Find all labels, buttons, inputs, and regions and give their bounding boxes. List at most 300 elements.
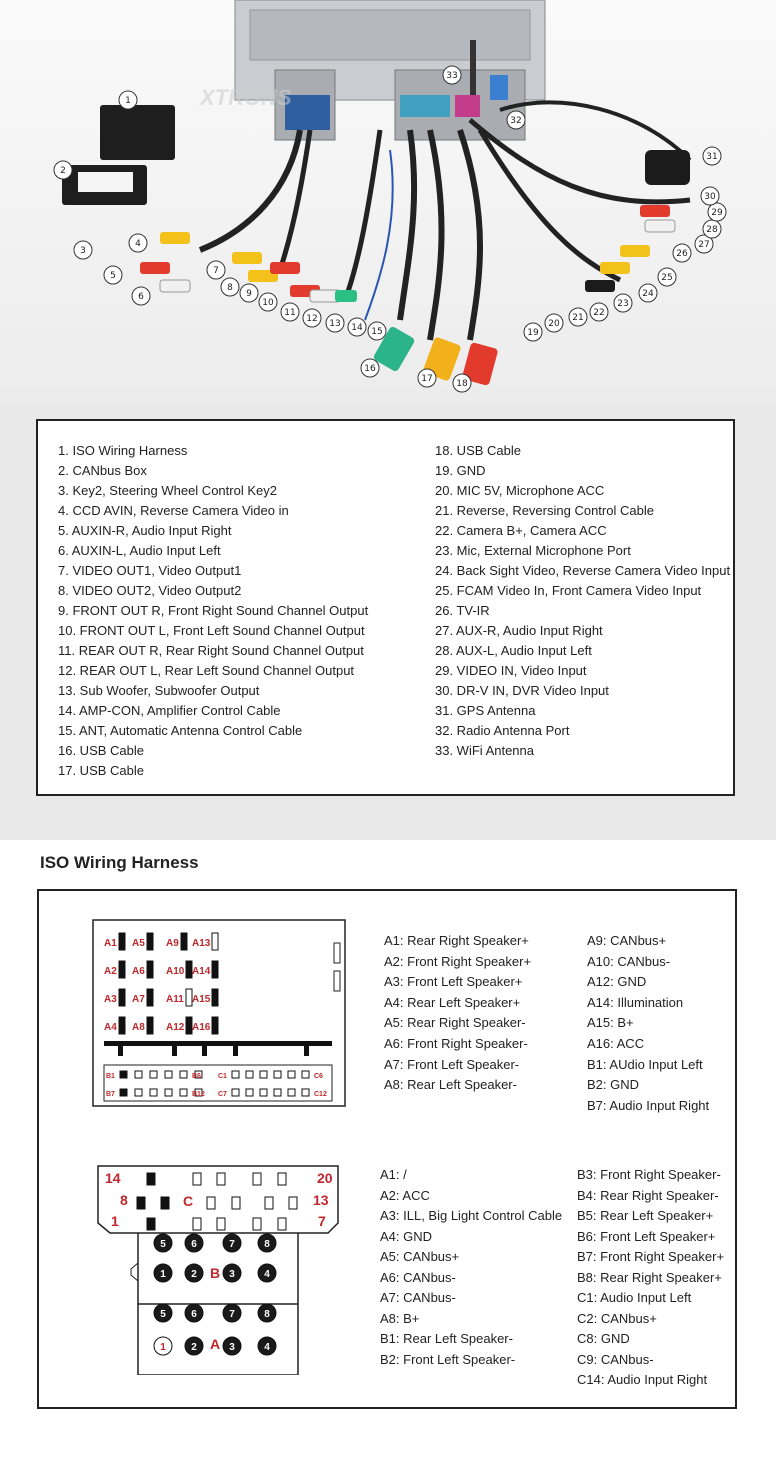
a-pin-label: A13 [192, 938, 211, 949]
b-pin-terminal [180, 1089, 187, 1096]
legend-item: 2. CANbus Box [58, 463, 147, 478]
c-pin-terminal [246, 1089, 253, 1096]
a-pin-label: A14 [192, 966, 211, 977]
wiring-illustration [0, 0, 776, 405]
a-pin-terminal [119, 961, 125, 978]
pin-desc: B2: GND [587, 1077, 640, 1093]
callout-number: 4 [135, 239, 141, 249]
callout-9 [240, 284, 258, 302]
round-pin [223, 1234, 241, 1252]
callout-11 [281, 303, 299, 321]
round-pin-number: 6 [191, 1309, 197, 1320]
chassis-panel [250, 10, 530, 60]
c-pin-terminal [253, 1173, 261, 1185]
pin-desc: A9: CANbus+ [587, 933, 667, 948]
legend-column-left [58, 441, 368, 781]
callout-14 [348, 318, 366, 336]
legend-item: 31. GPS Antenna [435, 703, 536, 718]
conn2-pin-list-left [380, 1165, 562, 1370]
callout-number: 2 [60, 166, 66, 176]
callout-number: 22 [593, 308, 605, 318]
callout-number: 13 [329, 319, 341, 329]
c-block-label: C [183, 1193, 194, 1209]
a-pin-terminal [147, 961, 153, 978]
callout-number: 31 [706, 152, 718, 162]
a-pin-label: A2 [104, 966, 117, 977]
pin-desc: A14: Illumination [587, 994, 684, 1010]
c-pin-label: 13 [313, 1192, 329, 1208]
round-pin-number: 3 [229, 1342, 235, 1353]
round-pin-number: 7 [229, 1239, 235, 1250]
a-pin-label: A1 [104, 938, 117, 949]
gps-antenna [645, 150, 690, 185]
latch-slot [334, 971, 340, 991]
c-pin-label: 14 [105, 1170, 121, 1186]
b-pin-terminal [150, 1089, 157, 1096]
legend-item: 27. AUX-R, Audio Input Right [435, 623, 603, 638]
legend-item: 25. FCAM Video In, Front Camera Video Input [435, 583, 702, 598]
legend-item: 5. AUXIN-R, Audio Input Right [58, 523, 232, 538]
pin-desc: B1: AUdio Input Left [587, 1056, 703, 1072]
pin-desc: B3: Front Right Speaker- [577, 1167, 721, 1182]
callout-number: 7 [213, 266, 219, 276]
a-pin-terminal [181, 933, 187, 950]
a-pin-terminal [212, 933, 218, 950]
legend-item: 16. USB Cable [58, 743, 144, 758]
callout-number: 25 [661, 273, 673, 283]
pin-desc: A1: Rear Right Speaker+ [384, 933, 529, 948]
legend-item: 32. Radio Antenna Port [435, 723, 570, 738]
callout-30 [701, 187, 719, 205]
a-pin-label: A15 [192, 994, 211, 1005]
c-pin-terminal [147, 1173, 155, 1185]
callout-13 [326, 314, 344, 332]
pin-desc: B7: Audio Input Right [587, 1097, 710, 1113]
c-pin-label: C6 [314, 1073, 323, 1080]
c-pin-label: 8 [120, 1192, 128, 1208]
legend-item: 19. GND [435, 463, 486, 478]
b-pin-label: B6 [192, 1073, 201, 1080]
wire-bundle [480, 130, 620, 280]
round-pin-number: 7 [229, 1309, 235, 1320]
round-pin [185, 1337, 203, 1355]
wire-bundle [365, 150, 393, 320]
divider-tick [233, 1045, 238, 1056]
round-pin [154, 1337, 172, 1355]
pin-desc: B2: Front Left Speaker- [380, 1351, 516, 1367]
divider-bar [104, 1041, 332, 1046]
b-pin-terminal [120, 1071, 127, 1078]
round-pin-number: 3 [229, 1269, 235, 1280]
round-pin [258, 1264, 276, 1282]
pin-desc: A8: Rear Left Speaker- [384, 1077, 517, 1093]
legend-item: 4. CCD AVIN, Reverse Camera Video in [58, 503, 289, 518]
pin-desc: B7: Front Right Speaker+ [577, 1249, 725, 1264]
canbus-label [78, 172, 133, 192]
legend-item: 12. REAR OUT L, Rear Left Sound Channel Output [58, 663, 355, 678]
a-pin-terminal [212, 961, 218, 978]
callout-7 [207, 261, 225, 279]
callout-number: 8 [227, 283, 233, 293]
b-pin-terminal [135, 1089, 142, 1096]
legend-item: 3. Key2, Steering Wheel Control Key2 [58, 483, 277, 498]
c-pin-terminal [217, 1218, 225, 1230]
c-pin-terminal [302, 1089, 309, 1096]
divider-tick [202, 1045, 207, 1056]
legend-item: 28. AUX-L, Audio Input Left [435, 643, 592, 658]
legend-item: 11. REAR OUT R, Rear Right Sound Channel Output [58, 643, 364, 658]
a-pin-label: A16 [192, 1022, 211, 1033]
pin-desc: B5: Rear Left Speaker+ [577, 1208, 714, 1223]
legend-item: 10. FRONT OUT L, Front Left Sound Channel Output [58, 623, 365, 638]
callout-number: 5 [110, 271, 116, 281]
wire-bundle [200, 130, 300, 250]
b-block-label: B [210, 1265, 221, 1281]
pin-desc: A16: ACC [587, 1035, 645, 1051]
c-pin-terminal [253, 1218, 261, 1230]
callout-number: 14 [351, 323, 363, 333]
callout-26 [673, 244, 691, 262]
c-pin-label: C1 [218, 1073, 227, 1080]
pin-desc: A6: Front Right Speaker- [384, 1035, 528, 1051]
c-pin-terminal [260, 1071, 267, 1078]
legend-item: 29. VIDEO IN, Video Input [435, 663, 587, 678]
c-pin-terminal [193, 1173, 201, 1185]
callout-3 [74, 241, 92, 259]
callout-number: 16 [364, 364, 376, 374]
divider-tick [118, 1045, 123, 1056]
rca-plug [335, 290, 357, 302]
a-pin-label: A8 [132, 1022, 145, 1033]
ab-block-notch [131, 1263, 138, 1281]
conn1-pin-list-left [384, 931, 531, 1096]
legend-item: 20. MIC 5V, Microphone ACC [435, 483, 605, 498]
callout-number: 3 [80, 246, 86, 256]
callout-number: 27 [698, 240, 710, 250]
c-pin-terminal [274, 1089, 281, 1096]
a-pin-terminal [147, 989, 153, 1006]
callout-4 [129, 234, 147, 252]
callout-5 [104, 266, 122, 284]
round-pin [223, 1264, 241, 1282]
round-pin-number: 1 [160, 1269, 166, 1280]
c-pin-terminal [207, 1197, 215, 1209]
legend-box [36, 419, 735, 796]
rca-plug [160, 280, 190, 292]
legend-column-right [435, 441, 730, 761]
callout-8 [221, 278, 239, 296]
callout-number: 28 [706, 225, 718, 235]
rca-plug [232, 252, 262, 264]
c-pin-terminal [265, 1197, 273, 1209]
callout-17 [418, 369, 436, 387]
pin-desc: B4: Rear Right Speaker- [577, 1187, 719, 1203]
iso-section-title: ISO Wiring Harness [40, 853, 199, 872]
b-pin-terminal [150, 1071, 157, 1078]
callout-10 [259, 293, 277, 311]
a-pin-label: A11 [166, 994, 184, 1005]
round-pin [185, 1264, 203, 1282]
c-pin-terminal [193, 1218, 201, 1230]
pin-desc: A1: / [380, 1167, 407, 1182]
legend-item: 13. Sub Woofer, Subwoofer Output [58, 683, 260, 698]
legend-item: 17. USB Cable [58, 763, 144, 778]
round-pin-number: 8 [264, 1309, 270, 1320]
watermark-text: XTRONS [200, 85, 292, 110]
iso-connector-1 [92, 919, 348, 1109]
b-pin-label: B7 [106, 1091, 115, 1098]
c-pin-terminal [217, 1173, 225, 1185]
b-pin-terminal [165, 1089, 172, 1096]
callout-number: 17 [421, 374, 433, 384]
b-pin-terminal [135, 1071, 142, 1078]
callout-21 [569, 308, 587, 326]
rca-plug [140, 262, 170, 274]
c-pin-terminal [274, 1071, 281, 1078]
divider-tick [172, 1045, 177, 1056]
a-pin-label: A7 [132, 994, 145, 1005]
pin-desc: C9: CANbus- [577, 1351, 654, 1367]
latch-slot [334, 943, 340, 963]
pin-desc: B1: Rear Left Speaker- [380, 1331, 513, 1346]
usb-socket [400, 95, 450, 117]
pin-desc: A2: ACC [380, 1187, 430, 1203]
callout-number: 1 [125, 96, 131, 106]
c-pin-terminal [232, 1089, 239, 1096]
a-pin-label: A4 [104, 1022, 117, 1033]
callout-24 [639, 284, 657, 302]
wifi-antenna-stub [470, 40, 476, 95]
callout-number: 12 [306, 314, 318, 324]
legend-item: 14. AMP-CON, Amplifier Control Cable [58, 703, 281, 718]
b-pin-terminal [120, 1089, 127, 1096]
pin-desc: A3: ILL, Big Light Control Cable [380, 1208, 563, 1223]
b-pin-terminal [180, 1071, 187, 1078]
c-pin-label: 7 [318, 1213, 326, 1229]
fakra-socket [455, 95, 480, 117]
rca-plug [600, 262, 630, 274]
conn1-pin-list-right [587, 931, 709, 1116]
callout-23 [614, 294, 632, 312]
a-pin-label: A10 [166, 966, 185, 977]
wire-bundle [400, 130, 414, 320]
pin-desc: B8: Rear Right Speaker+ [577, 1269, 722, 1285]
legend-item: 24. Back Sight Video, Reverse Camera Video Input [435, 563, 731, 578]
legend-item: 33. WiFi Antenna [435, 743, 534, 758]
a-pin-terminal [119, 933, 125, 950]
c-pin-label: 20 [317, 1170, 333, 1186]
c-pin-label: C12 [314, 1091, 327, 1098]
c-pin-terminal [137, 1197, 145, 1209]
iso-diagram-box [37, 889, 737, 1409]
round-pin-number: 2 [191, 1269, 197, 1280]
round-pin-number: 4 [264, 1342, 270, 1353]
round-pin-number: 5 [160, 1309, 166, 1320]
iso-plug-block [100, 105, 175, 160]
legend-item: 26. TV-IR [435, 603, 490, 618]
rca-plug [645, 220, 675, 232]
legend-item: 30. DR-V IN, DVR Video Input [435, 683, 609, 698]
iso-connector-2 [95, 1163, 345, 1375]
round-pin-number: 5 [160, 1239, 166, 1250]
conn2-pin-list-right [577, 1165, 724, 1391]
callout-number: 32 [510, 116, 522, 126]
callout-15 [368, 322, 386, 340]
callout-number: 30 [704, 192, 716, 202]
c-pin-label: 1 [111, 1213, 119, 1229]
callout-25 [658, 268, 676, 286]
pin-desc: A15: B+ [587, 1015, 634, 1031]
callout-number: 21 [572, 313, 584, 323]
pin-desc: C1: Audio Input Left [577, 1290, 692, 1305]
c-pin-terminal [246, 1071, 253, 1078]
pin-desc: A2: Front Right Speaker+ [384, 953, 532, 969]
pin-desc: C8: GND [577, 1331, 630, 1346]
pin-desc: A8: B+ [380, 1310, 420, 1326]
b-pin-label: B1 [106, 1073, 115, 1080]
callout-number: 23 [617, 299, 629, 309]
a-pin-terminal [212, 1017, 218, 1034]
round-pin [223, 1337, 241, 1355]
pin-desc: A3: Front Left Speaker+ [384, 974, 523, 990]
radio-antenna-socket [490, 75, 508, 100]
pin-desc: A7: CANbus- [380, 1290, 456, 1305]
rca-plug [585, 280, 615, 292]
round-pin [154, 1304, 172, 1322]
callout-2 [54, 161, 72, 179]
pin-desc: C2: CANbus+ [577, 1310, 657, 1326]
round-pin-number: 8 [264, 1239, 270, 1250]
callout-31 [703, 147, 721, 165]
round-pin [185, 1304, 203, 1322]
c-pin-terminal [278, 1173, 286, 1185]
wire-bundle [430, 130, 442, 340]
c-pin-terminal [232, 1071, 239, 1078]
rca-plug [640, 205, 670, 217]
a-pin-label: A9 [166, 938, 179, 949]
c-pin-terminal [232, 1197, 240, 1209]
a-pin-terminal [119, 1017, 125, 1034]
legend-item: 15. ANT, Automatic Antenna Control Cable [58, 723, 303, 738]
a-pin-terminal [119, 989, 125, 1006]
legend-item: 6. AUXIN-L, Audio Input Left [58, 543, 221, 558]
divider-tick [304, 1045, 309, 1056]
a-pin-label: A6 [132, 966, 145, 977]
rca-plug [620, 245, 650, 257]
pin-desc: A4: GND [380, 1228, 433, 1244]
legend-item: 22. Camera B+, Camera ACC [435, 523, 607, 538]
callout-number: 19 [527, 328, 539, 338]
pin-desc: A7: Front Left Speaker- [384, 1056, 520, 1072]
round-pin [223, 1304, 241, 1322]
legend-item: 21. Reverse, Reversing Control Cable [435, 503, 654, 518]
callout-number: 9 [246, 289, 252, 299]
legend-item: 18. USB Cable [435, 443, 521, 458]
callout-number: 15 [371, 327, 383, 337]
pin-desc: A12: GND [587, 974, 647, 990]
b-pin-label: B12 [192, 1091, 205, 1098]
pin-desc: A5: CANbus+ [380, 1249, 460, 1264]
round-pin [154, 1234, 172, 1252]
callout-32 [507, 111, 525, 129]
round-pin-number: 6 [191, 1239, 197, 1250]
wire-bundle [345, 130, 380, 300]
round-pin-number: 4 [264, 1269, 270, 1280]
a-pin-label: A12 [166, 1022, 185, 1033]
callout-number: 24 [642, 289, 654, 299]
a-pin-label: A3 [104, 994, 117, 1005]
callout-number: 26 [676, 249, 688, 259]
rca-plug [160, 232, 190, 244]
round-pin [258, 1337, 276, 1355]
callout-number: 10 [262, 298, 274, 308]
callout-29 [708, 203, 726, 221]
callout-6 [132, 287, 150, 305]
round-pin-number: 2 [191, 1342, 197, 1353]
c-pin-terminal [260, 1089, 267, 1096]
round-pin [185, 1234, 203, 1252]
wire-bundle [460, 130, 480, 340]
c-pin-terminal [161, 1197, 169, 1209]
a-pin-terminal [147, 933, 153, 950]
callout-12 [303, 309, 321, 327]
pin-desc: A4: Rear Left Speaker+ [384, 994, 521, 1010]
round-pin [154, 1264, 172, 1282]
callout-22 [590, 303, 608, 321]
legend-item: 7. VIDEO OUT1, Video Output1 [58, 563, 242, 578]
callout-33 [443, 66, 461, 84]
callout-number: 20 [548, 319, 560, 329]
rca-plug [270, 262, 300, 274]
callout-number: 29 [711, 208, 723, 218]
legend-item: 9. FRONT OUT R, Front Right Sound Channel Output [58, 603, 369, 618]
pin-desc: C14: Audio Input Right [577, 1372, 708, 1387]
callout-28 [703, 220, 721, 238]
callout-number: 18 [456, 379, 468, 389]
round-pin [258, 1234, 276, 1252]
pin-desc: A10: CANbus- [587, 953, 671, 969]
c-pin-terminal [289, 1197, 297, 1209]
a-pin-terminal [212, 989, 218, 1006]
c-pin-terminal [288, 1071, 295, 1078]
legend-item: 8. VIDEO OUT2, Video Output2 [58, 583, 242, 598]
round-pin [258, 1304, 276, 1322]
c-pin-label: C7 [218, 1091, 227, 1098]
pin-desc: B6: Front Left Speaker+ [577, 1228, 716, 1244]
a-block-label: A [210, 1336, 221, 1352]
callout-number: 6 [138, 292, 144, 302]
callout-number: 33 [446, 71, 458, 81]
legend-item: 1. ISO Wiring Harness [58, 443, 188, 458]
a-pin-label: A5 [132, 938, 145, 949]
b-pin-terminal [165, 1071, 172, 1078]
wiring-photo [0, 0, 776, 405]
a-pin-terminal [147, 1017, 153, 1034]
iso-socket [285, 95, 330, 130]
round-pin-number: 1 [160, 1342, 166, 1353]
pin-desc: A5: Rear Right Speaker- [384, 1015, 526, 1031]
callout-16 [361, 359, 379, 377]
callout-1 [119, 91, 137, 109]
callout-19 [524, 323, 542, 341]
callout-18 [453, 374, 471, 392]
callout-number: 11 [284, 308, 296, 318]
pin-desc: A6: CANbus- [380, 1269, 456, 1285]
c-pin-terminal [278, 1218, 286, 1230]
c-pin-terminal [288, 1089, 295, 1096]
legend-item: 23. Mic, External Microphone Port [435, 543, 631, 558]
c-pin-terminal [302, 1071, 309, 1078]
